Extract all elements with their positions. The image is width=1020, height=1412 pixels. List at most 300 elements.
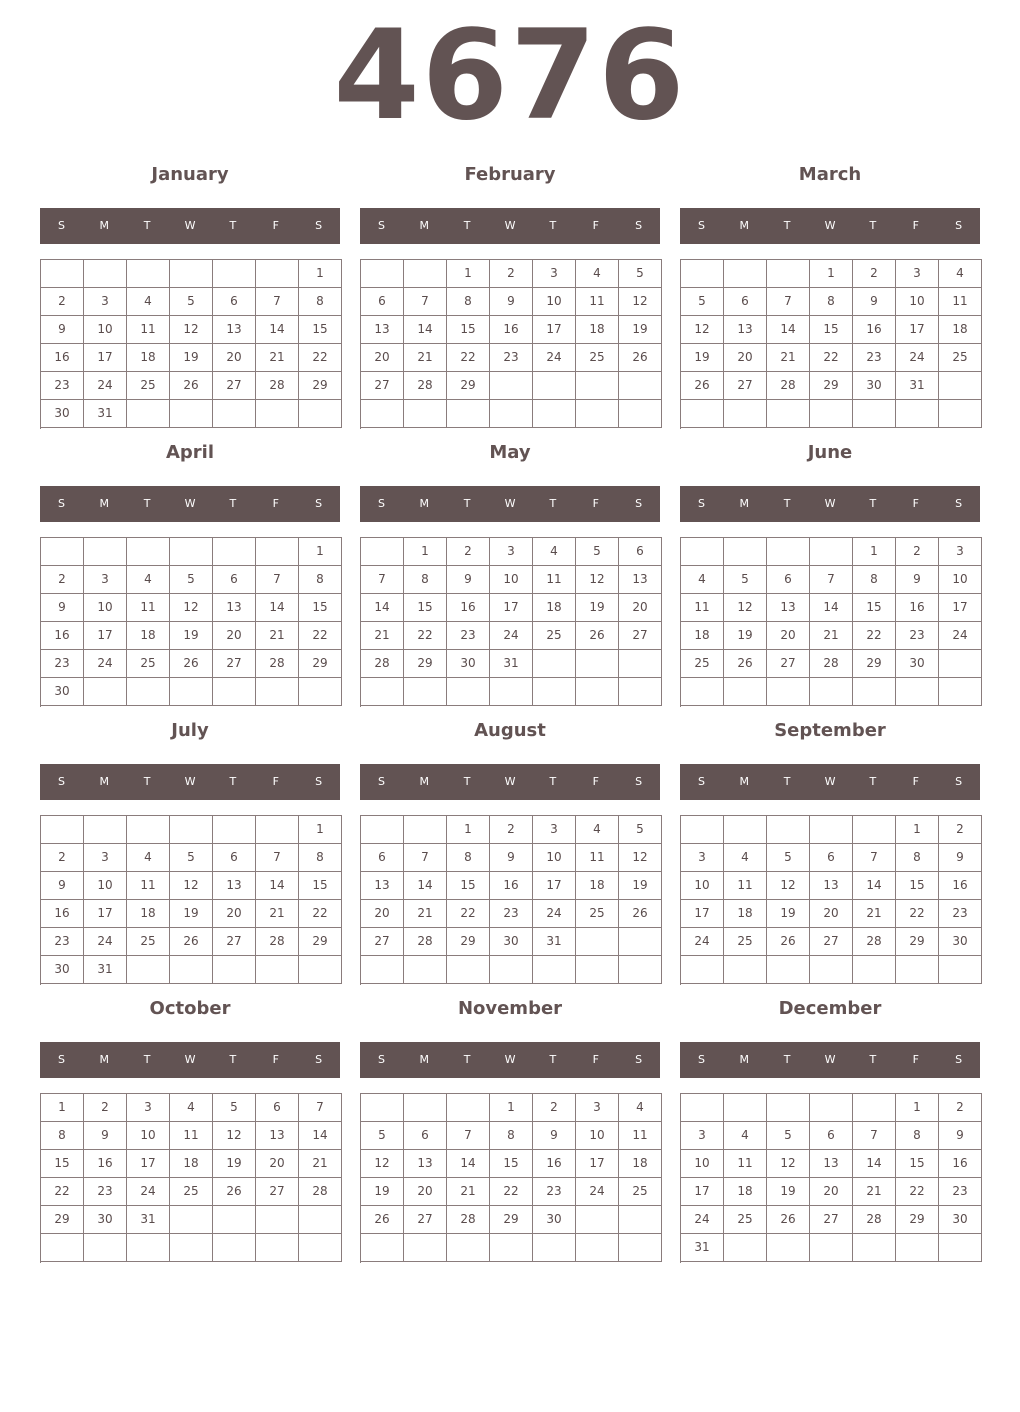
empty-day-cell (84, 538, 127, 566)
empty-day-cell (767, 1094, 810, 1122)
empty-day-cell (576, 678, 619, 706)
weekday-label: M (99, 219, 110, 232)
empty-day-cell (213, 956, 256, 984)
day-cell: 22 (299, 900, 342, 928)
empty-day-cell (724, 400, 767, 428)
day-cell: 15 (896, 872, 939, 900)
day-cell: 6 (619, 538, 662, 566)
day-cell: 5 (724, 566, 767, 594)
day-cell: 21 (767, 344, 810, 372)
day-cell: 19 (681, 344, 724, 372)
empty-day-cell (41, 816, 84, 844)
day-cell: 24 (896, 344, 939, 372)
day-cell: 6 (256, 1094, 299, 1122)
empty-day-cell (404, 400, 447, 428)
weekday-label: W (504, 497, 516, 510)
day-cell: 14 (361, 594, 404, 622)
day-cell: 13 (213, 872, 256, 900)
weekday-label: M (99, 497, 110, 510)
year-title: 4676 (333, 4, 687, 148)
day-cell: 3 (127, 1094, 170, 1122)
empty-day-cell (576, 956, 619, 984)
empty-day-cell (127, 678, 170, 706)
day-cell: 11 (170, 1122, 213, 1150)
day-cell: 18 (170, 1150, 213, 1178)
day-cell: 17 (681, 900, 724, 928)
day-cell: 4 (127, 288, 170, 316)
empty-day-cell (619, 1234, 662, 1262)
day-cell: 11 (681, 594, 724, 622)
empty-day-cell (361, 260, 404, 288)
weekday-label: W (184, 1053, 196, 1066)
day-cell: 4 (127, 566, 170, 594)
day-cell: 26 (767, 1206, 810, 1234)
day-cell: 12 (767, 872, 810, 900)
day-cell: 13 (619, 566, 662, 594)
empty-day-cell (41, 1234, 84, 1262)
day-cell: 17 (84, 344, 127, 372)
day-cell: 2 (896, 538, 939, 566)
day-cell: 7 (853, 1122, 896, 1150)
day-cell: 21 (256, 622, 299, 650)
empty-day-cell (939, 1234, 982, 1262)
day-cell: 24 (681, 1206, 724, 1234)
weekday-label: T (463, 1053, 471, 1066)
weekday-header (40, 208, 340, 244)
day-cell: 14 (256, 316, 299, 344)
weekday-header (40, 1042, 340, 1078)
weekday-label: T (229, 775, 237, 788)
weekday-label: T (783, 1053, 791, 1066)
day-grid (360, 537, 662, 707)
day-cell: 18 (127, 344, 170, 372)
day-cell: 28 (361, 650, 404, 678)
empty-day-cell (681, 816, 724, 844)
weekday-label: S (377, 497, 385, 510)
day-cell: 27 (810, 928, 853, 956)
day-cell: 1 (853, 538, 896, 566)
day-cell: 23 (490, 900, 533, 928)
empty-day-cell (361, 678, 404, 706)
day-cell: 7 (361, 566, 404, 594)
day-cell: 26 (724, 650, 767, 678)
empty-day-cell (256, 1206, 299, 1234)
day-cell: 26 (213, 1178, 256, 1206)
day-cell: 9 (939, 844, 982, 872)
month-name: March (798, 164, 862, 185)
empty-day-cell (299, 400, 342, 428)
weekday-label: T (143, 219, 151, 232)
empty-day-cell (810, 816, 853, 844)
day-cell: 22 (490, 1178, 533, 1206)
weekday-label: S (57, 775, 65, 788)
empty-day-cell (533, 400, 576, 428)
empty-day-cell (896, 1234, 939, 1262)
day-cell: 21 (361, 622, 404, 650)
weekday-label: W (824, 775, 836, 788)
day-cell: 4 (576, 260, 619, 288)
weekday-label: M (739, 1053, 750, 1066)
weekday-label: S (315, 219, 323, 232)
day-cell: 7 (404, 288, 447, 316)
day-cell: 28 (810, 650, 853, 678)
weekday-header (360, 764, 660, 800)
month-october (40, 993, 340, 1263)
day-cell: 26 (619, 344, 662, 372)
day-cell: 22 (896, 900, 939, 928)
day-cell: 7 (810, 566, 853, 594)
empty-day-cell (896, 400, 939, 428)
empty-day-cell (361, 538, 404, 566)
weekday-label: F (912, 497, 919, 510)
day-cell: 22 (810, 344, 853, 372)
day-cell: 10 (939, 566, 982, 594)
day-cell: 27 (256, 1178, 299, 1206)
empty-day-cell (619, 372, 662, 400)
day-cell: 20 (724, 344, 767, 372)
weekday-label: T (869, 1053, 877, 1066)
weekday-label: F (592, 1053, 599, 1066)
weekday-label: F (272, 497, 279, 510)
weekday-label: S (635, 775, 643, 788)
weekday-label: T (549, 1053, 557, 1066)
day-cell: 17 (84, 622, 127, 650)
day-cell: 14 (810, 594, 853, 622)
month-name: April (165, 442, 215, 463)
day-cell: 27 (213, 372, 256, 400)
day-cell: 10 (84, 316, 127, 344)
day-cell: 24 (490, 622, 533, 650)
empty-day-cell (213, 1234, 256, 1262)
day-cell: 29 (299, 928, 342, 956)
empty-day-cell (724, 538, 767, 566)
day-cell: 16 (84, 1150, 127, 1178)
weekday-label: S (955, 775, 963, 788)
day-cell: 3 (533, 260, 576, 288)
day-cell: 20 (810, 900, 853, 928)
weekday-label: F (272, 219, 279, 232)
weekday-label: M (419, 1053, 430, 1066)
empty-day-cell (490, 678, 533, 706)
day-cell: 19 (213, 1150, 256, 1178)
day-cell: 6 (361, 288, 404, 316)
day-cell: 17 (681, 1178, 724, 1206)
weekday-label: S (697, 775, 705, 788)
day-cell: 6 (213, 288, 256, 316)
day-cell: 16 (490, 872, 533, 900)
day-cell: 6 (213, 844, 256, 872)
day-cell: 21 (404, 900, 447, 928)
month-name: February (464, 164, 556, 185)
day-cell: 6 (404, 1122, 447, 1150)
day-cell: 5 (576, 538, 619, 566)
weekday-label: T (869, 497, 877, 510)
day-cell: 29 (447, 372, 490, 400)
weekday-label: F (272, 1053, 279, 1066)
day-cell: 20 (810, 1178, 853, 1206)
day-cell: 12 (619, 844, 662, 872)
empty-day-cell (447, 400, 490, 428)
day-cell: 26 (170, 928, 213, 956)
empty-day-cell (939, 678, 982, 706)
empty-day-cell (853, 400, 896, 428)
empty-day-cell (576, 1206, 619, 1234)
day-cell: 17 (939, 594, 982, 622)
day-cell: 5 (170, 844, 213, 872)
day-grid (680, 259, 982, 429)
empty-day-cell (170, 400, 213, 428)
day-cell: 28 (256, 928, 299, 956)
empty-day-cell (576, 1234, 619, 1262)
day-cell: 25 (724, 928, 767, 956)
empty-day-cell (939, 372, 982, 400)
empty-day-cell (853, 816, 896, 844)
day-cell: 24 (939, 622, 982, 650)
day-cell: 30 (939, 928, 982, 956)
empty-day-cell (576, 372, 619, 400)
day-cell: 29 (490, 1206, 533, 1234)
month-june (680, 437, 980, 707)
empty-day-cell (939, 650, 982, 678)
day-cell: 11 (724, 872, 767, 900)
weekday-header (680, 1042, 980, 1078)
empty-day-cell (810, 538, 853, 566)
month-november (360, 993, 660, 1263)
day-cell: 3 (681, 1122, 724, 1150)
day-cell: 9 (939, 1122, 982, 1150)
weekday-label: S (635, 1053, 643, 1066)
day-cell: 8 (896, 1122, 939, 1150)
day-cell: 12 (170, 872, 213, 900)
day-cell: 10 (490, 566, 533, 594)
day-cell: 8 (810, 288, 853, 316)
day-cell: 25 (576, 900, 619, 928)
empty-day-cell (447, 1234, 490, 1262)
day-cell: 25 (533, 622, 576, 650)
day-cell: 22 (299, 344, 342, 372)
weekday-label: W (184, 497, 196, 510)
day-grid (680, 537, 982, 707)
day-cell: 19 (170, 622, 213, 650)
day-cell: 18 (681, 622, 724, 650)
month-february (360, 159, 660, 429)
day-cell: 1 (299, 260, 342, 288)
day-cell: 21 (256, 900, 299, 928)
day-cell: 21 (853, 900, 896, 928)
day-cell: 28 (853, 1206, 896, 1234)
weekday-label: W (504, 1053, 516, 1066)
day-cell: 4 (533, 538, 576, 566)
empty-day-cell (576, 928, 619, 956)
day-cell: 5 (361, 1122, 404, 1150)
day-cell: 2 (939, 816, 982, 844)
empty-day-cell (724, 1234, 767, 1262)
day-cell: 10 (533, 844, 576, 872)
day-cell: 17 (533, 316, 576, 344)
day-cell: 19 (576, 594, 619, 622)
day-cell: 24 (84, 372, 127, 400)
day-cell: 15 (447, 316, 490, 344)
empty-day-cell (299, 1234, 342, 1262)
empty-day-cell (576, 400, 619, 428)
empty-day-cell (939, 400, 982, 428)
empty-day-cell (127, 816, 170, 844)
day-cell: 16 (41, 622, 84, 650)
empty-day-cell (853, 1094, 896, 1122)
day-cell: 30 (490, 928, 533, 956)
weekday-label: T (229, 219, 237, 232)
day-cell: 16 (533, 1150, 576, 1178)
day-cell: 9 (447, 566, 490, 594)
weekday-label: T (143, 775, 151, 788)
day-cell: 15 (299, 594, 342, 622)
weekday-label: M (739, 775, 750, 788)
day-cell: 29 (853, 650, 896, 678)
day-cell: 10 (681, 1150, 724, 1178)
day-cell: 27 (404, 1206, 447, 1234)
empty-day-cell (853, 1234, 896, 1262)
day-cell: 8 (896, 844, 939, 872)
weekday-header (680, 486, 980, 522)
day-cell: 15 (810, 316, 853, 344)
empty-day-cell (361, 1094, 404, 1122)
empty-day-cell (767, 400, 810, 428)
day-cell: 17 (127, 1150, 170, 1178)
day-grid (360, 259, 662, 429)
day-cell: 22 (299, 622, 342, 650)
day-cell: 31 (84, 400, 127, 428)
day-cell: 7 (256, 566, 299, 594)
day-cell: 5 (170, 288, 213, 316)
day-cell: 24 (84, 928, 127, 956)
day-cell: 5 (619, 816, 662, 844)
day-cell: 25 (724, 1206, 767, 1234)
empty-day-cell (170, 538, 213, 566)
weekday-label: S (955, 497, 963, 510)
day-cell: 9 (533, 1122, 576, 1150)
weekday-label: F (592, 219, 599, 232)
day-cell: 13 (361, 316, 404, 344)
day-cell: 30 (896, 650, 939, 678)
weekday-label: M (99, 1053, 110, 1066)
weekday-label: T (463, 219, 471, 232)
day-cell: 13 (767, 594, 810, 622)
day-cell: 6 (767, 566, 810, 594)
day-cell: 3 (533, 816, 576, 844)
empty-day-cell (127, 1234, 170, 1262)
day-cell: 29 (447, 928, 490, 956)
day-cell: 15 (853, 594, 896, 622)
day-cell: 13 (404, 1150, 447, 1178)
empty-day-cell (490, 400, 533, 428)
day-cell: 16 (490, 316, 533, 344)
day-grid (40, 1093, 342, 1263)
empty-day-cell (681, 956, 724, 984)
empty-day-cell (299, 956, 342, 984)
day-cell: 22 (853, 622, 896, 650)
empty-day-cell (256, 538, 299, 566)
day-cell: 15 (896, 1150, 939, 1178)
empty-day-cell (256, 816, 299, 844)
day-cell: 7 (404, 844, 447, 872)
day-cell: 2 (84, 1094, 127, 1122)
day-cell: 26 (767, 928, 810, 956)
empty-day-cell (170, 816, 213, 844)
month-name: November (457, 998, 563, 1019)
weekday-label: M (739, 219, 750, 232)
day-cell: 26 (619, 900, 662, 928)
empty-day-cell (533, 372, 576, 400)
day-cell: 12 (170, 594, 213, 622)
day-cell: 21 (447, 1178, 490, 1206)
empty-day-cell (533, 650, 576, 678)
empty-day-cell (810, 400, 853, 428)
day-cell: 4 (939, 260, 982, 288)
day-cell: 15 (490, 1150, 533, 1178)
weekday-label: S (635, 497, 643, 510)
empty-day-cell (127, 400, 170, 428)
empty-day-cell (404, 678, 447, 706)
day-cell: 1 (810, 260, 853, 288)
day-cell: 21 (853, 1178, 896, 1206)
month-name: July (171, 720, 209, 741)
empty-day-cell (213, 1206, 256, 1234)
day-cell: 13 (361, 872, 404, 900)
day-cell: 10 (84, 594, 127, 622)
day-cell: 1 (41, 1094, 84, 1122)
empty-day-cell (767, 816, 810, 844)
day-cell: 9 (41, 316, 84, 344)
day-cell: 30 (41, 400, 84, 428)
day-cell: 14 (256, 594, 299, 622)
weekday-label: T (143, 1053, 151, 1066)
day-cell: 20 (619, 594, 662, 622)
empty-day-cell (853, 678, 896, 706)
day-cell: 5 (213, 1094, 256, 1122)
day-cell: 25 (576, 344, 619, 372)
empty-day-cell (490, 956, 533, 984)
empty-day-cell (41, 538, 84, 566)
day-cell: 6 (213, 566, 256, 594)
day-cell: 14 (447, 1150, 490, 1178)
weekday-label: S (697, 497, 705, 510)
day-cell: 21 (404, 344, 447, 372)
empty-day-cell (361, 956, 404, 984)
day-cell: 29 (896, 1206, 939, 1234)
empty-day-cell (724, 678, 767, 706)
day-cell: 13 (213, 316, 256, 344)
day-cell: 10 (84, 872, 127, 900)
day-cell: 16 (939, 1150, 982, 1178)
day-cell: 23 (939, 900, 982, 928)
empty-day-cell (84, 678, 127, 706)
day-cell: 3 (84, 844, 127, 872)
weekday-label: T (549, 497, 557, 510)
day-cell: 4 (170, 1094, 213, 1122)
empty-day-cell (810, 678, 853, 706)
day-cell: 17 (84, 900, 127, 928)
empty-day-cell (810, 1094, 853, 1122)
empty-day-cell (447, 956, 490, 984)
empty-day-cell (213, 260, 256, 288)
weekday-label: M (419, 219, 430, 232)
empty-day-cell (619, 400, 662, 428)
day-cell: 29 (299, 650, 342, 678)
day-cell: 24 (681, 928, 724, 956)
month-name: September (774, 720, 886, 741)
empty-day-cell (619, 1206, 662, 1234)
day-cell: 31 (490, 650, 533, 678)
